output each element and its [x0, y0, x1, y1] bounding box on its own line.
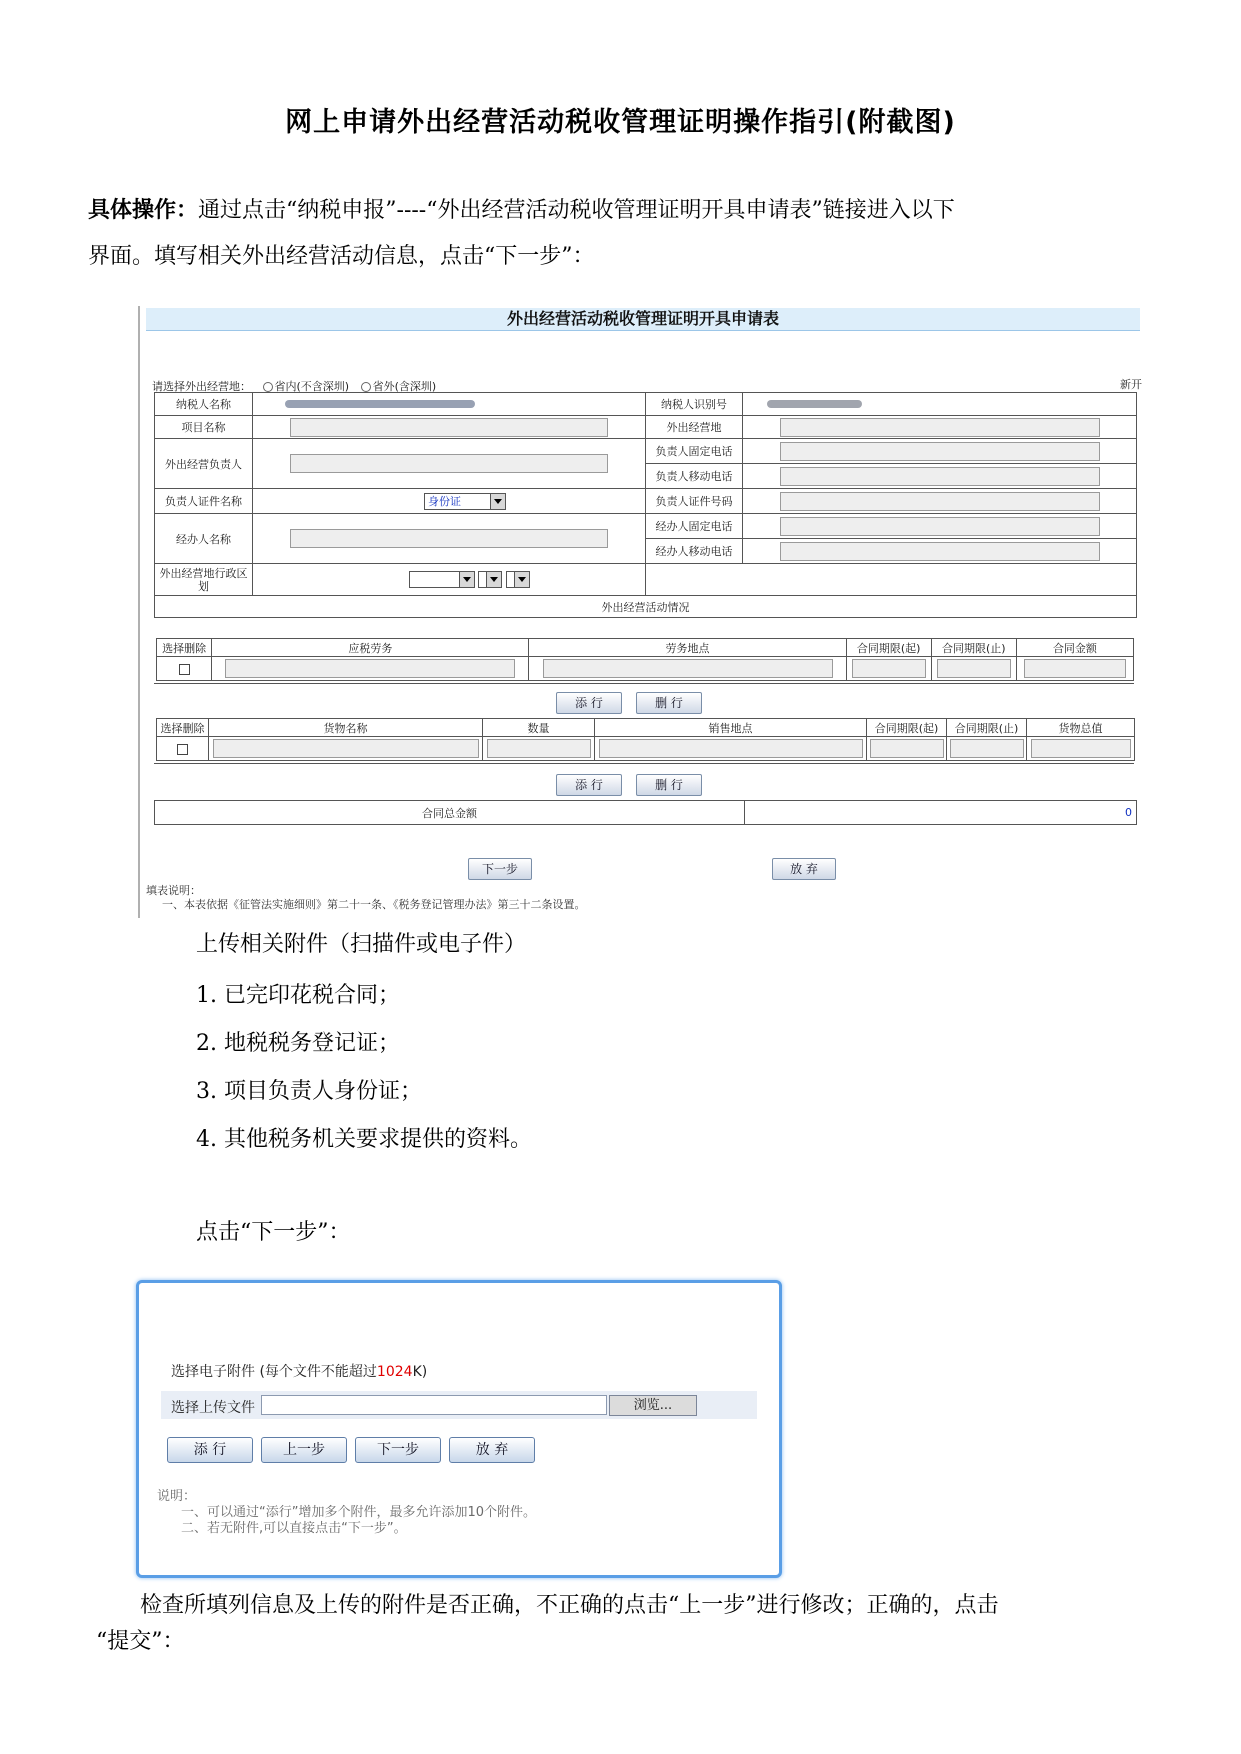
- manager-mobile-label: 负责人移动电话: [646, 464, 743, 489]
- manager-mobile-input[interactable]: [780, 467, 1100, 486]
- service-start-input[interactable]: [852, 659, 926, 678]
- info-table: [154, 392, 1137, 618]
- upload-notes: [157, 1489, 536, 1537]
- form-header-divider: [146, 330, 1140, 331]
- intro-paragraph: [88, 188, 1168, 280]
- upload-note-2: 二、若无附件,可以直接点击“下一步”。: [181, 1521, 407, 1536]
- goods-value-input[interactable]: [1031, 739, 1131, 758]
- total-value: 0: [1125, 806, 1132, 819]
- agent-mobile-label: 经办人移动电话: [646, 539, 743, 564]
- goods-col-value: 货物总值: [1027, 719, 1135, 737]
- region-city-select[interactable]: [478, 571, 502, 588]
- upload-dialog-screenshot: [136, 1280, 782, 1578]
- next-step-button[interactable]: 下一步: [355, 1437, 441, 1463]
- service-col-amount: 合同金额: [1016, 639, 1133, 657]
- upload-note-1: 一、可以通过“添行”增加多个附件，最多允许添加10个附件。: [181, 1505, 537, 1520]
- service-col-start: 合同期限(起): [846, 639, 931, 657]
- list-item: 2. 地税税务登记证；: [196, 1031, 400, 1056]
- agent-tel-input[interactable]: [780, 517, 1100, 536]
- radio-in-province-label: 省内(不含深圳): [274, 380, 350, 393]
- radio-out-province-label: 省外(含深圳): [372, 380, 437, 393]
- external-place-input[interactable]: [780, 418, 1100, 437]
- form-notes-line: 一、本表依据《征管法实施细则》第二十一条、《税务登记管理办法》第三十二条设置。: [162, 898, 586, 911]
- goods-start-input[interactable]: [870, 739, 944, 758]
- intro-line-2: 界面。填写相关外出经营活动信息，点击“下一步”：: [88, 244, 595, 269]
- cert-type-select[interactable]: [424, 493, 506, 510]
- service-col-end: 合同期限(止): [931, 639, 1016, 657]
- form-notes-title: 填表说明：: [146, 884, 201, 897]
- file-size-limit: 1024: [376, 1364, 413, 1380]
- delete-row-button-goods[interactable]: 删 行: [636, 774, 702, 796]
- new-open-label: 新开: [1120, 378, 1142, 391]
- goods-row-checkbox[interactable]: [177, 744, 188, 755]
- services-table: [156, 638, 1134, 681]
- external-place-label: 外出经营地: [646, 416, 743, 439]
- giveup-upload-button[interactable]: 放 弃: [449, 1437, 535, 1463]
- goods-name-input[interactable]: [213, 739, 479, 758]
- add-row-button-goods[interactable]: 添 行: [556, 774, 622, 796]
- manager-tel-label: 负责人固定电话: [646, 439, 743, 464]
- project-name-input[interactable]: [290, 418, 608, 437]
- manager-tel-input[interactable]: [780, 442, 1100, 461]
- upload-notes-title: 说明：: [157, 1489, 197, 1504]
- attachment-list: [196, 972, 532, 1164]
- service-row-checkbox[interactable]: [179, 664, 190, 675]
- add-row-button-services[interactable]: 添 行: [556, 692, 622, 714]
- project-name-label: 项目名称: [155, 416, 253, 439]
- file-upload-row: [161, 1391, 757, 1419]
- service-amount-input[interactable]: [1024, 659, 1126, 678]
- browse-button[interactable]: 浏览...: [609, 1395, 697, 1416]
- intro-line-1: 通过点击“纳税申报”----“外出经营活动税收管理证明开具申请表”链接进入以下: [198, 198, 955, 223]
- delete-row-button-services[interactable]: 删 行: [636, 692, 702, 714]
- activity-section-title: 外出经营活动情况: [155, 596, 1137, 618]
- manager-label: 外出经营负责人: [155, 439, 253, 489]
- goods-location-input[interactable]: [599, 739, 863, 758]
- region-province-select[interactable]: [409, 571, 475, 588]
- service-location-input[interactable]: [543, 659, 833, 678]
- taxpayer-id-value: [767, 400, 862, 408]
- add-attachment-button[interactable]: 添 行: [167, 1437, 253, 1463]
- chevron-down-icon: [514, 572, 529, 587]
- cert-no-label: 负责人证件号码: [646, 489, 743, 514]
- goods-end-input[interactable]: [950, 739, 1024, 758]
- next-button[interactable]: 下一步: [468, 858, 532, 880]
- chevron-down-icon: [486, 572, 501, 587]
- agent-tel-label: 经办人固定电话: [646, 514, 743, 539]
- file-path-input[interactable]: [261, 1395, 607, 1415]
- check-paragraph: [96, 1588, 1196, 1660]
- radio-out-province[interactable]: [361, 382, 371, 392]
- region-district-select[interactable]: [506, 571, 530, 588]
- cert-name-label: 负责人证件名称: [155, 489, 253, 514]
- service-col-service: 应税劳务: [212, 639, 529, 657]
- goods-col-start: 合同期限(起): [867, 719, 947, 737]
- taxpayer-name-value: [285, 400, 475, 408]
- check-line-1: 检查所填列信息及上传的附件是否正确，不正确的点击“上一步”进行修改；正确的，点击: [140, 1593, 999, 1618]
- form-notes: [146, 884, 586, 912]
- upload-heading: 上传相关附件（扫描件或电子件）: [196, 932, 527, 957]
- agent-mobile-input[interactable]: [780, 542, 1100, 561]
- service-col-location: 劳务地点: [529, 639, 846, 657]
- giveup-button[interactable]: 放 弃: [772, 858, 836, 880]
- chevron-down-icon: [459, 572, 474, 587]
- goods-col-name: 货物名称: [209, 719, 483, 737]
- intro-bold-label: 具体操作：: [88, 198, 199, 223]
- goods-col-select: 选择删除: [157, 719, 209, 737]
- list-item: 1. 已完印花税合同；: [196, 983, 400, 1008]
- agent-name-label: 经办人名称: [155, 514, 253, 564]
- goods-col-end: 合同期限(止): [947, 719, 1027, 737]
- radio-in-province[interactable]: [263, 382, 273, 392]
- application-form-screenshot: [138, 306, 1142, 918]
- service-input[interactable]: [225, 659, 515, 678]
- chevron-down-icon: [490, 494, 505, 509]
- goods-table: [156, 718, 1135, 761]
- file-label: 选择上传文件: [171, 1400, 255, 1416]
- cert-no-input[interactable]: [780, 492, 1100, 511]
- total-label: 合同总金额: [155, 801, 745, 825]
- goods-col-location: 销售地点: [595, 719, 867, 737]
- location-select-label: 请选择外出经营地：: [152, 380, 251, 393]
- doc-title: 网上申请外出经营活动税收管理证明操作指引(附截图): [285, 107, 956, 138]
- total-table: [154, 800, 1137, 825]
- service-end-input[interactable]: [937, 659, 1011, 678]
- form-header: 外出经营活动税收管理证明开具申请表: [146, 308, 1140, 330]
- goods-col-quantity: 数量: [483, 719, 595, 737]
- click-next-text: 点击“下一步”：: [196, 1220, 351, 1245]
- list-item: 3. 项目负责人身份证；: [196, 1079, 422, 1104]
- service-col-select: 选择删除: [157, 639, 212, 657]
- prev-step-button[interactable]: 上一步: [261, 1437, 347, 1463]
- region-label: 外出经营地行政区划: [155, 564, 253, 596]
- cert-type-value: 身份证: [428, 494, 461, 508]
- agent-name-input[interactable]: [290, 529, 608, 548]
- goods-quantity-input[interactable]: [487, 739, 591, 758]
- taxpayer-name-label: 纳税人名称: [155, 393, 253, 416]
- upload-title: 选择电子附件 (每个文件不能超过1024K): [171, 1364, 428, 1380]
- manager-input[interactable]: [290, 454, 608, 473]
- taxpayer-id-label: 纳税人识别号: [646, 393, 743, 416]
- list-item: 4. 其他税务机关要求提供的资料。: [196, 1127, 532, 1152]
- check-line-2: “提交”：: [96, 1629, 185, 1654]
